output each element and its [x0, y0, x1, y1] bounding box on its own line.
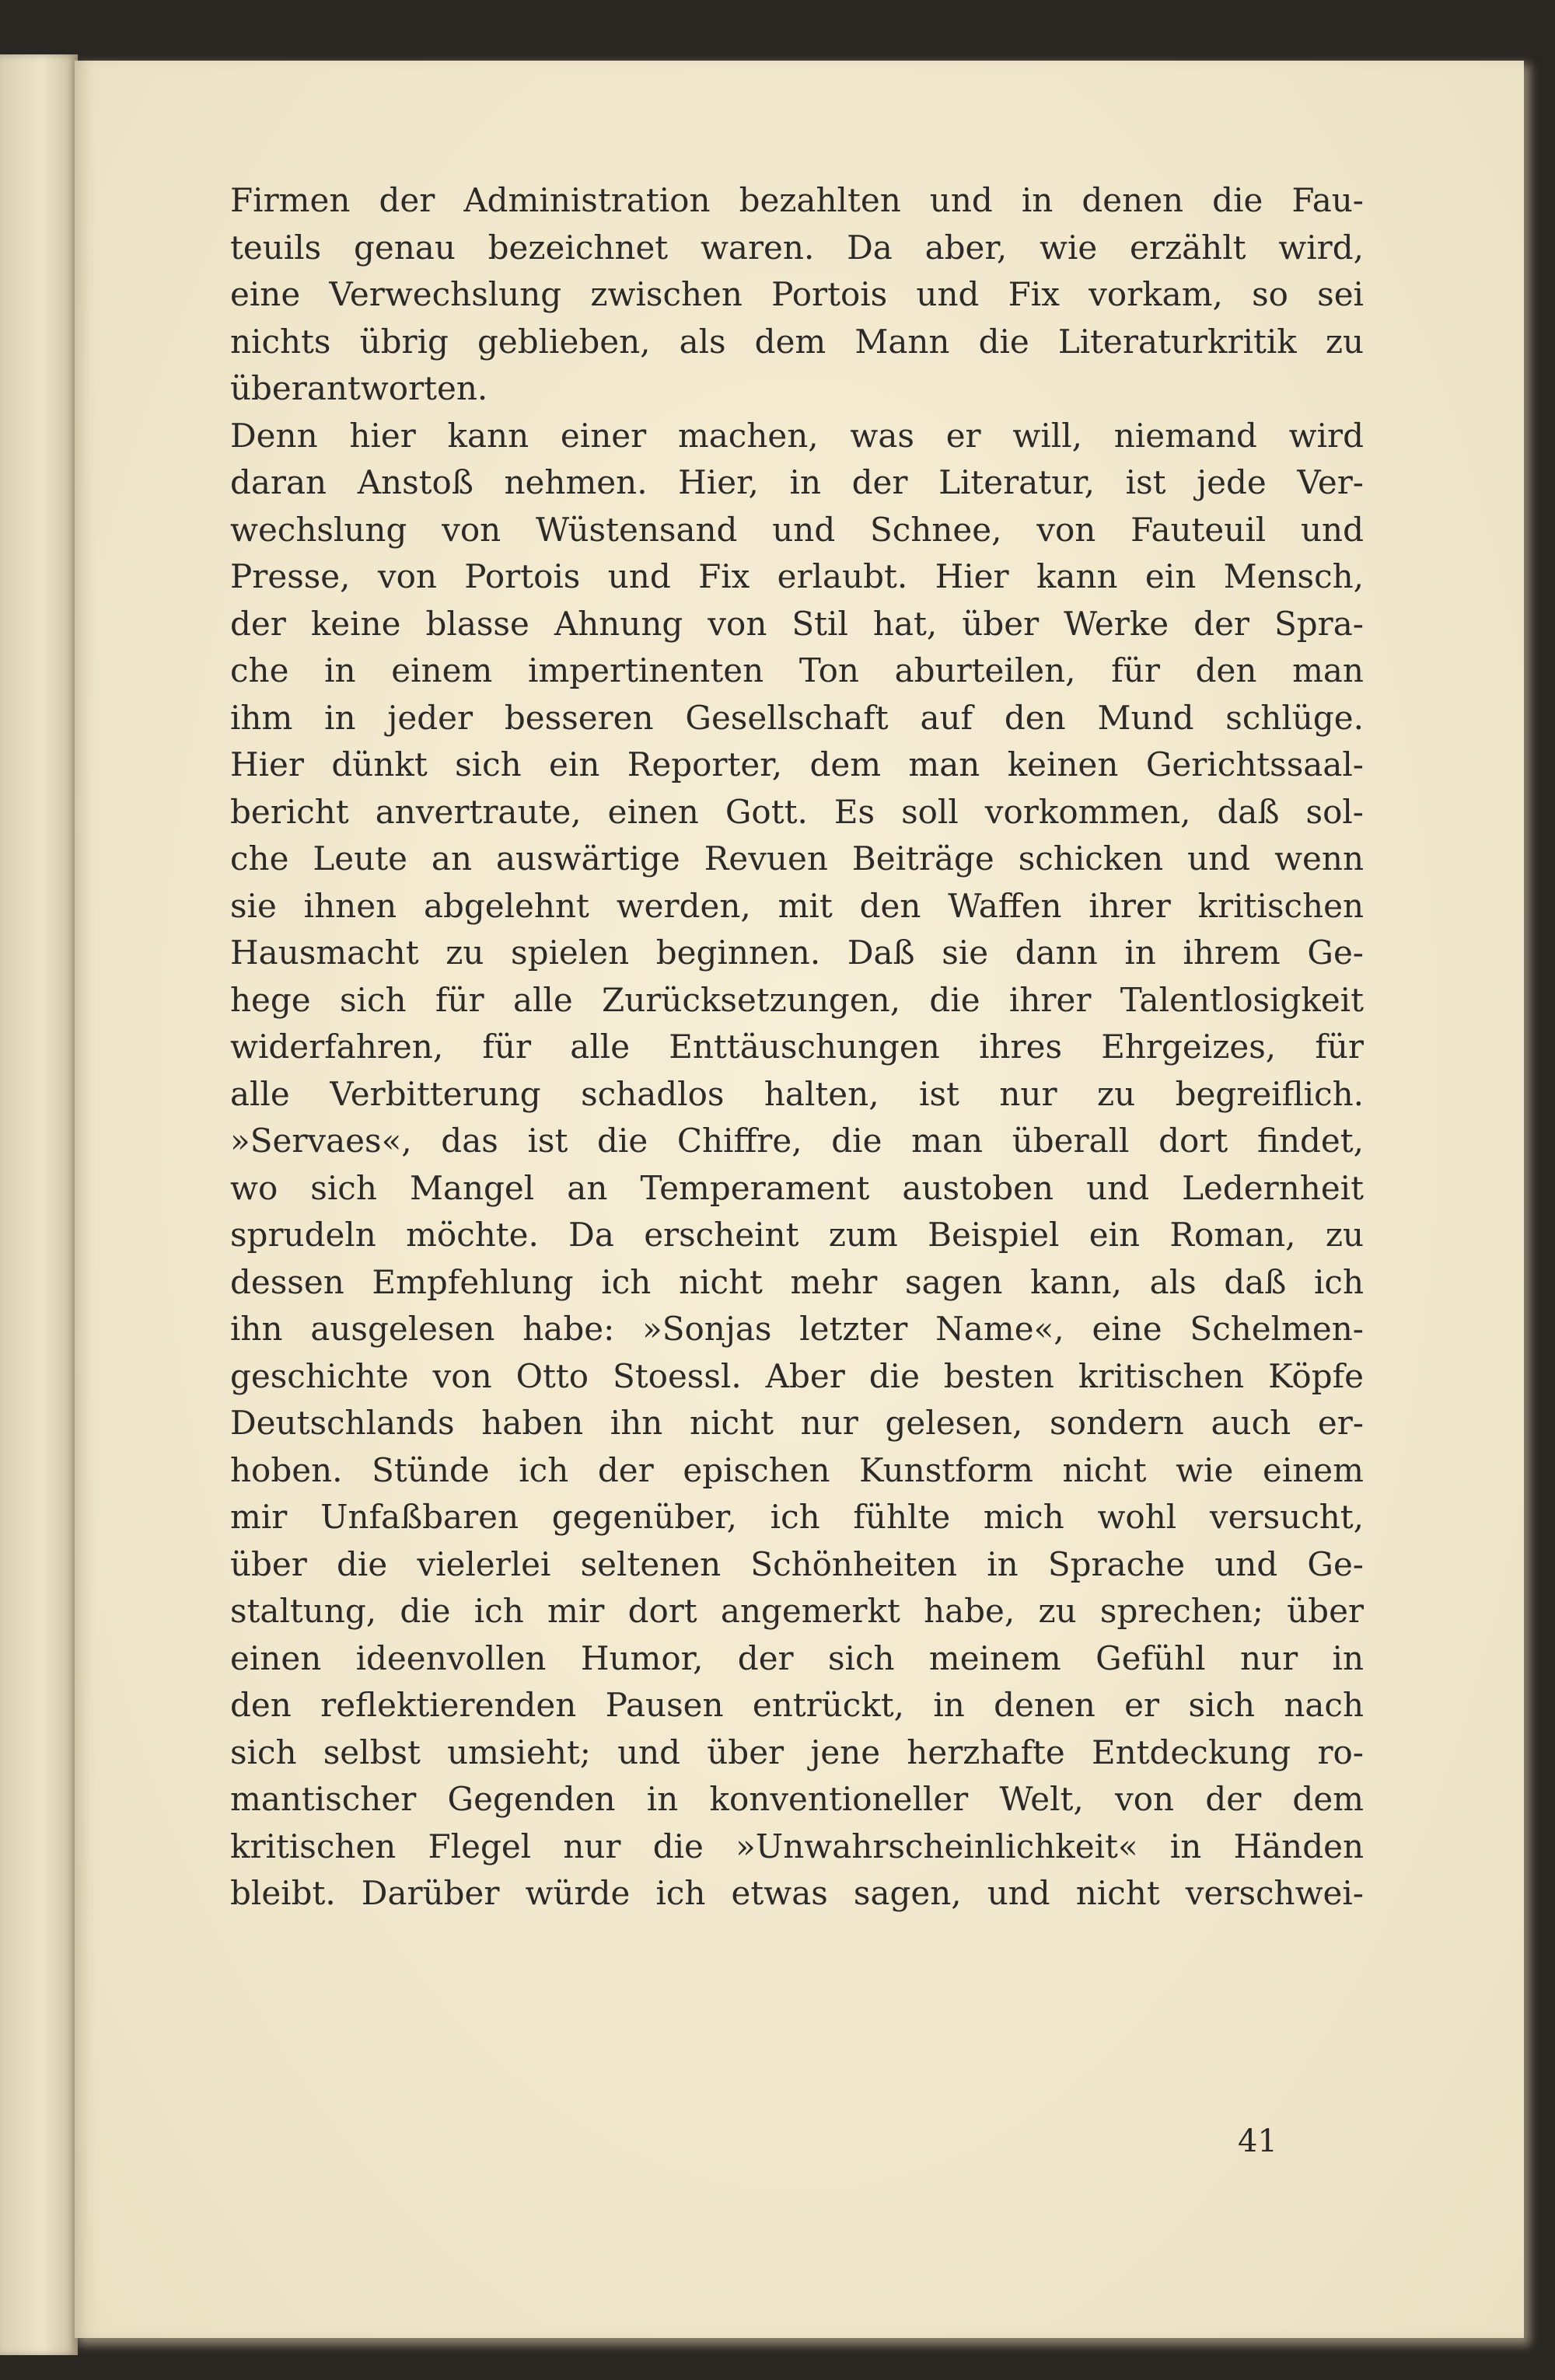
text-line: dessen Empfehlung ich nicht mehr sagen kann, als daß ich [230, 1262, 1364, 1301]
text-line: che in einem impertinenten Ton aburteilen, für den man [230, 651, 1364, 689]
text-line: überantworten. [230, 369, 488, 407]
text-line: daran Anstoß nehmen. Hier, in der Literatur, ist jede Ver- [230, 463, 1364, 501]
text-line: Deutschlands haben ihn nicht nur gelesen, sondern auch er- [230, 1404, 1364, 1442]
text-line: widerfahren, für alle Enttäuschungen ihres Ehrgeizes, für [230, 1028, 1364, 1066]
text-line: Firmen der Administration bezahlten und in denen die Fau- [230, 181, 1364, 219]
text-line: bleibt. Darüber würde ich etwas sagen, und nicht verschwei- [230, 1874, 1364, 1912]
text-line: mir Unfaßbaren gegenüber, ich fühlte mich wohl versucht, [230, 1498, 1364, 1536]
text-line: Presse, von Portois und Fix erlaubt. Hier kann ein Mensch, [230, 557, 1364, 595]
text-line: den reflektierenden Pausen entrückt, in denen er sich nach [230, 1686, 1364, 1724]
text-line: ihm in jeder besseren Gesellschaft auf den Mund schlüge. [230, 698, 1364, 737]
text-line: ihn ausgelesen habe: »Sonjas letzter Name«, eine Schelmen- [230, 1310, 1364, 1348]
book-page [75, 61, 1524, 2338]
text-line: »Servaes«, das ist die Chiffre, die man überall dort findet, [230, 1122, 1364, 1160]
text-line: teuils genau bezeichnet waren. Da aber, wie erzählt wird, [230, 228, 1364, 267]
text-line: che Leute an auswärtige Revuen Beiträge schicken und wenn [230, 839, 1364, 878]
text-line: bericht anvertraute, einen Gott. Es soll vorkommen, daß sol- [230, 792, 1364, 831]
text-line: wo sich Mangel an Temperament austoben und Ledernheit [230, 1168, 1364, 1207]
text-line: hege sich für alle Zurücksetzungen, die ihrer Talentlosigkeit [230, 980, 1364, 1019]
page-number: 41 [1238, 2124, 1277, 2159]
text-line: kritischen Flegel nur die »Unwahrscheinlichkeit« in Händen [230, 1827, 1364, 1865]
text-line: einen ideenvollen Humor, der sich meinem Gefühl nur in [230, 1638, 1364, 1677]
text-line: sie ihnen abgelehnt werden, mit den Waffen ihrer kritischen [230, 886, 1364, 925]
text-line: sprudeln möchte. Da erscheint zum Beispiel ein Roman, zu [230, 1216, 1364, 1254]
text-line: der keine blasse Ahnung von Stil hat, über Werke der Spra- [230, 604, 1364, 643]
text-line: mantischer Gegenden in konventioneller Welt, von der dem [230, 1780, 1364, 1818]
text-line: staltung, die ich mir dort angemerkt habe, zu sprechen; über [230, 1592, 1364, 1630]
text-line: über die vielerlei seltenen Schönheiten in Sprache und Ge- [230, 1544, 1364, 1583]
facing-page-edge [0, 54, 78, 2355]
text-line: alle Verbitterung schadlos halten, ist nur zu begreiflich. [230, 1074, 1364, 1113]
text-line: eine Verwechslung zwischen Portois und Fix vorkam, so sei [230, 275, 1364, 313]
text-line: geschichte von Otto Stoessl. Aber die besten kritischen Köpfe [230, 1356, 1364, 1395]
body-text [230, 177, 1364, 1918]
text-line: wechslung von Wüstensand und Schnee, von Fauteuil und [230, 510, 1364, 549]
text-line: Hier dünkt sich ein Reporter, dem man keinen Gerichtssaal- [230, 745, 1364, 783]
text-line: sich selbst umsieht; und über jene herzhafte Entdeckung ro- [230, 1733, 1364, 1771]
text-line: Hausmacht zu spielen beginnen. Daß sie dann in ihrem Ge- [230, 934, 1364, 972]
text-line: hoben. Stünde ich der epischen Kunstform nicht wie einem [230, 1450, 1364, 1489]
text-line: Denn hier kann einer machen, was er will, niemand wird [230, 416, 1364, 455]
text-line: nichts übrig geblieben, als dem Mann die Literaturkritik zu [230, 322, 1364, 361]
